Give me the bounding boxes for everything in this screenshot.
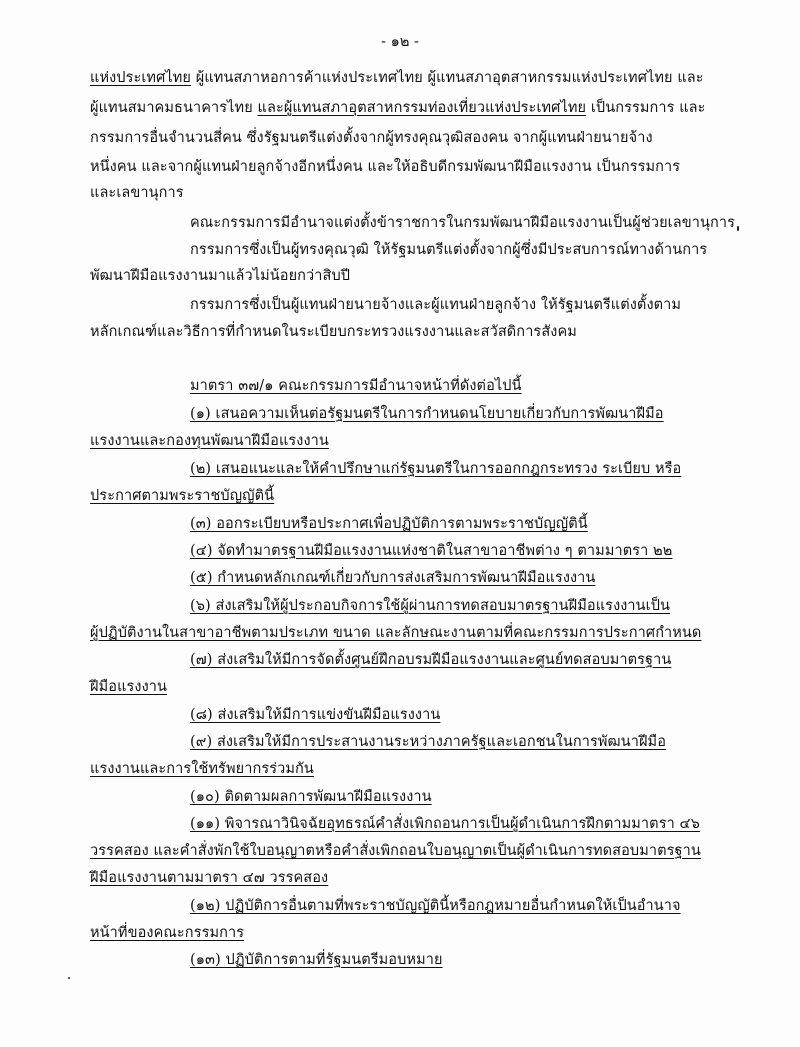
paragraph-line (90, 98, 706, 118)
section-item: (๓) ออกระเบียบหรือประกาศเพื่อปฏิบัติการตามพระราชบัญญัตินี้ (190, 516, 588, 532)
section-item: (๔) จัดทำมาตรฐานฝีมือแรงงานแห่งชาติในสาขาอาชีพต่าง ๆ ตามมาตรา ๒๒ (190, 543, 673, 559)
section-item: (๑๓) ปฏิบัติการตามที่รัฐมนตรีมอบหมาย (190, 952, 443, 968)
section-item: (๑๐) ติดตามผลการพัฒนาฝีมือแรงงาน (190, 789, 432, 805)
paragraph-line: กรรมการซึ่งเป็นผู้แทนฝ่ายนายจ้างและผู้แทนฝ่ายลูกจ้าง ให้รัฐมนตรีแต่งตั้งตาม (190, 297, 682, 313)
section-item: (๙) ส่งเสริมให้มีการประสานงานระหว่างภาครัฐและเอกชนในการพัฒนาฝีมือ (190, 734, 667, 750)
section-item: ผู้ปฏิบัติงานในสาขาอาชีพตามประเภท ขนาด และลักษณะงานตามที่คณะกรรมการประกาศกำหนด (90, 625, 702, 641)
section-item: แรงงานและการใช้ทรัพยากรร่วมกัน (90, 761, 314, 777)
section-item: (๗) ส่งเสริมให้มีการจัดตั้งศูนย์ฝึกอบรมฝีมือแรงงานและศูนย์ทดสอบมาตรฐาน (190, 652, 672, 668)
section-item: (๖) ส่งเสริมให้ผู้ประกอบกิจการใช้ผู้ผ่านการทดสอบมาตรฐานฝีมือแรงงานเป็น (190, 598, 671, 614)
paragraph-line: และเลขานุการ (90, 185, 184, 201)
amended-text: และผู้แทนสภาอุตสาหกรรมท่องเที่ยวแห่งประเทศไทย (257, 100, 587, 116)
scan-speck (737, 226, 739, 231)
paragraph-line: กรรมการอื่นจำนวนสี่คน ซึ่งรัฐมนตรีแต่งตั้งจากผู้ทรงคุณวุฒิสองคน จากผู้แทนฝ่ายนายจ้าง (90, 130, 653, 146)
section-item: ฝีมือแรงงานตามมาตรา ๔๗ วรรคสอง (90, 870, 329, 886)
section-heading: มาตรา ๓๗/๑ คณะกรรมการมีอำนาจหน้าที่ดังต่อไปนี้ (190, 378, 522, 394)
text-run: ผู้แทนสภาหอการค้าแห่งประเทศไทย ผู้แทนสภาอุตสาหกรรมแห่งประเทศไทย และ (191, 70, 704, 86)
paragraph-line: พัฒนาฝีมือแรงงานมาแล้วไม่น้อยกว่าสิบปี (90, 268, 351, 284)
text-run: เป็นกรรมการ และ (586, 100, 706, 116)
paragraph-line: กรรมการซึ่งเป็นผู้ทรงคุณวุฒิ ให้รัฐมนตรีแต่งตั้งจากผู้ซึ่งมีประสบการณ์ทางด้านการ (190, 242, 708, 258)
section-item: (๒) เสนอแนะและให้คำปรึกษาแก่รัฐมนตรีในการออกกฎกระทรวง ระเบียบ หรือ (190, 461, 682, 477)
scan-speck (68, 977, 70, 979)
section-item: ฝีมือแรงงาน (90, 679, 168, 695)
section-item: วรรคสอง และคำสั่งพักใช้ใบอนุญาตหรือคำสั่งเพิกถอนใบอนุญาตเป็นผู้ดำเนินการทดสอบมาตรฐาน (90, 843, 701, 859)
paragraph-line: คณะกรรมการมีอำนาจแต่งตั้งข้าราชการในกรมพัฒนาฝีมือแรงงานเป็นผู้ช่วยเลขานุการ (190, 215, 735, 231)
section-item: (๘) ส่งเสริมให้มีการแข่งขันฝีมือแรงงาน (190, 707, 441, 723)
section-item: (๑๑) พิจารณาวินิจฉัยอุทธรณ์คำสั่งเพิกถอนการเป็นผู้ดำเนินการฝึกตามมาตรา ๔๖ (190, 816, 700, 832)
page-number: - ๑๒ - (381, 34, 419, 50)
text-run: ผู้แทนสมาคมธนาคารไทย (90, 100, 258, 116)
section-item: (๑) เสนอความเห็นต่อรัฐมนตรีในการกำหนดนโยบายเกี่ยวกับการพัฒนาฝีมือ (190, 406, 664, 422)
section-item: หน้าที่ของคณะกรรมการ (90, 925, 245, 941)
paragraph-line (90, 68, 704, 88)
paragraph-line: หนึ่งคน และจากผู้แทนฝ่ายลูกจ้างอีกหนึ่งคน และให้อธิบดีกรมพัฒนาฝีมือแรงงาน เป็นกรรมการ (90, 159, 681, 175)
section-item: (๕) กำหนดหลักเกณฑ์เกี่ยวกับการส่งเสริมการพัฒนาฝีมือแรงงาน (190, 570, 596, 586)
section-item: แรงงานและกองทุนพัฒนาฝีมือแรงงาน (90, 433, 329, 449)
section-item: (๑๒) ปฏิบัติการอื่นตามที่พระราชบัญญัตินี้หรือกฎหมายอื่นกำหนดให้เป็นอำนาจ (190, 898, 681, 914)
amended-text: แห่งประเทศไทย (90, 70, 192, 86)
section-item: ประกาศตามพระราชบัญญัตินี้ (90, 488, 275, 504)
paragraph-line: หลักเกณฑ์และวิธีการที่กำหนดในระเบียบกระทรวงแรงงานและสวัสดิการสังคม (90, 324, 577, 340)
